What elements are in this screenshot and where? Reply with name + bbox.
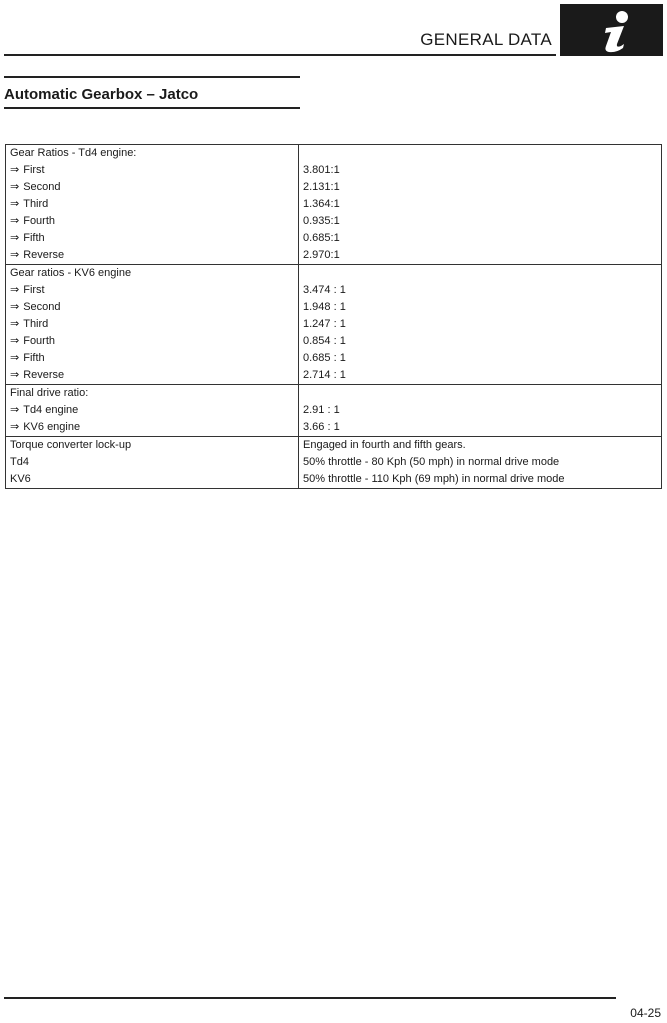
value-cell: 1.948 : 1 — [299, 299, 662, 316]
table-row — [6, 385, 662, 403]
value-cell: 2.714 : 1 — [299, 367, 662, 385]
value-cell: 2.91 : 1 — [299, 402, 662, 419]
group-heading: Gear ratios - KV6 engine — [6, 265, 299, 283]
gearbox-spec-table — [5, 144, 662, 489]
value-cell: 0.935:1 — [299, 213, 662, 230]
arrow-icon: ⇒ — [10, 404, 20, 416]
row-label: Td4 — [6, 454, 299, 471]
arrow-icon: ⇒ — [10, 369, 20, 381]
table-row — [6, 437, 662, 455]
row-label: Reverse — [23, 369, 65, 381]
row-label: Td4 engine — [23, 404, 79, 416]
section-rule-bottom — [4, 107, 300, 109]
value-cell: 50% throttle - 80 Kph (50 mph) in normal drive mode — [299, 454, 662, 471]
value-cell: 3.801:1 — [299, 162, 662, 179]
group-heading: Gear Ratios - Td4 engine: — [6, 145, 299, 163]
row-label: Fifth — [23, 352, 45, 364]
row-label: Second — [23, 181, 61, 193]
section-title: Automatic Gearbox – Jatco — [4, 86, 199, 103]
table-row — [6, 419, 662, 437]
row-label: Third — [23, 318, 49, 330]
arrow-icon: ⇒ — [10, 181, 20, 193]
value-cell: 3.66 : 1 — [299, 419, 662, 437]
page-header-title: GENERAL DATA — [420, 30, 552, 49]
value-cell: Engaged in fourth and fifth gears. — [299, 437, 662, 455]
footer-rule — [4, 997, 616, 999]
value-cell: 2.970:1 — [299, 247, 662, 265]
arrow-icon: ⇒ — [10, 352, 20, 364]
table-row — [6, 247, 662, 265]
value-cell: 50% throttle - 110 Kph (69 mph) in normal drive mode — [299, 471, 662, 489]
table-row — [6, 333, 662, 350]
table-row — [6, 454, 662, 471]
table-row — [6, 213, 662, 230]
group-heading: Torque converter lock-up — [6, 437, 299, 455]
row-label: Reverse — [23, 249, 65, 261]
table-row — [6, 402, 662, 419]
arrow-icon: ⇒ — [10, 284, 20, 296]
value-cell: 1.247 : 1 — [299, 316, 662, 333]
row-label: First — [23, 284, 45, 296]
row-label: KV6 — [6, 471, 299, 489]
arrow-icon: ⇒ — [10, 301, 20, 313]
row-label: Second — [23, 301, 61, 313]
arrow-icon: ⇒ — [10, 335, 20, 347]
table-row — [6, 299, 662, 316]
table-row — [6, 196, 662, 213]
arrow-icon: ⇒ — [10, 215, 20, 227]
arrow-icon: ⇒ — [10, 421, 20, 433]
row-label: Fifth — [23, 232, 45, 244]
value-cell: 0.685:1 — [299, 230, 662, 247]
value-cell — [299, 385, 662, 403]
arrow-icon: ⇒ — [10, 198, 20, 210]
row-label: KV6 engine — [23, 421, 81, 433]
value-cell: 1.364:1 — [299, 196, 662, 213]
arrow-icon: ⇒ — [10, 232, 20, 244]
value-cell — [299, 265, 662, 283]
info-icon — [560, 4, 663, 56]
row-label: Fourth — [23, 215, 56, 227]
value-cell: 2.131:1 — [299, 179, 662, 196]
arrow-icon: ⇒ — [10, 164, 20, 176]
value-cell: 3.474 : 1 — [299, 282, 662, 299]
arrow-icon: ⇒ — [10, 318, 20, 330]
value-cell — [299, 145, 662, 163]
page-number: 04-25 — [630, 1006, 661, 1020]
table-row — [6, 265, 662, 283]
header-rule — [4, 54, 556, 56]
row-label: Fourth — [23, 335, 56, 347]
table-row — [6, 230, 662, 247]
table-row — [6, 316, 662, 333]
table-row — [6, 179, 662, 196]
section-rule-top — [4, 76, 300, 78]
arrow-icon: ⇒ — [10, 249, 20, 261]
value-cell: 0.685 : 1 — [299, 350, 662, 367]
row-label: First — [23, 164, 45, 176]
table-row — [6, 471, 662, 489]
value-cell: 0.854 : 1 — [299, 333, 662, 350]
row-label: Third — [23, 198, 49, 210]
table-row — [6, 367, 662, 385]
table-row — [6, 350, 662, 367]
table-row — [6, 162, 662, 179]
table-row — [6, 145, 662, 163]
table-row — [6, 282, 662, 299]
group-heading: Final drive ratio: — [6, 385, 299, 403]
